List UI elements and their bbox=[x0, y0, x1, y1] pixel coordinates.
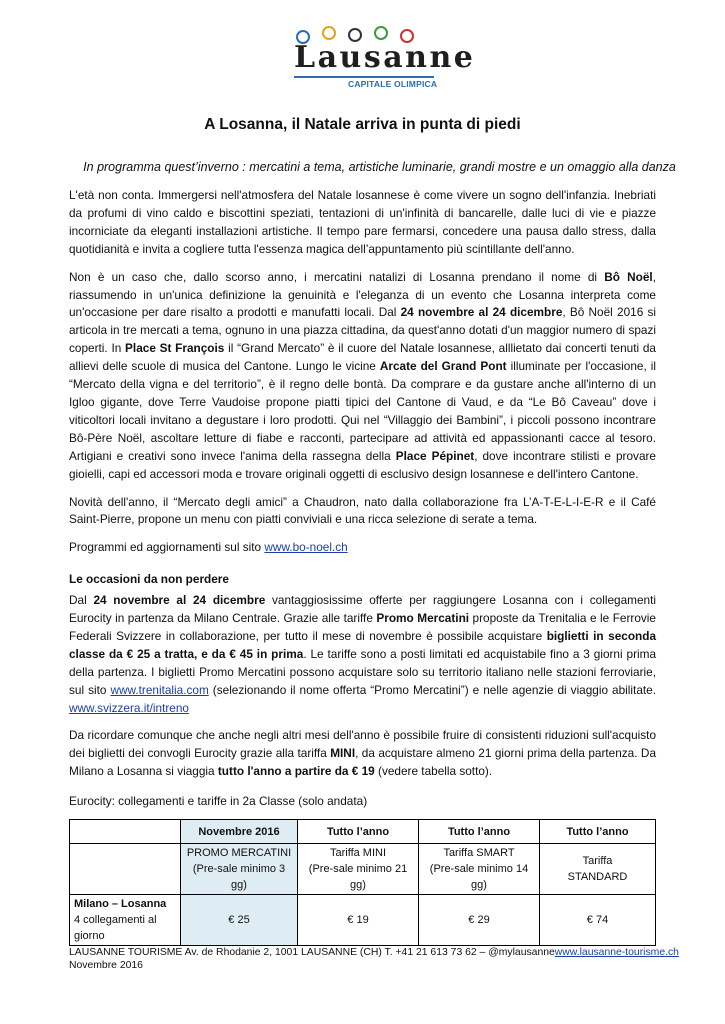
table-caption: Eurocity: collegamenti e tariffe in 2a Classe (solo andata) bbox=[69, 794, 368, 809]
text: Programmi ed aggiornamenti sul sito bbox=[69, 540, 265, 555]
table-cell: € 25 bbox=[181, 895, 298, 946]
fare-name: Tariffa MINI bbox=[329, 847, 387, 860]
bold-text: tutto l'anno a partire da € 19 bbox=[217, 764, 375, 779]
table-cell bbox=[70, 844, 181, 895]
table-header-cell: Tutto l’anno bbox=[419, 820, 540, 844]
footer-address-line bbox=[69, 946, 679, 959]
bold-text: Place Pépinet bbox=[395, 448, 475, 463]
bold-text: 24 novembre al 24 dicembre bbox=[93, 593, 266, 608]
section-heading: Le occasioni da non perdere bbox=[69, 572, 229, 587]
lausanne-logo bbox=[288, 26, 476, 89]
table-cell: € 19 bbox=[298, 895, 419, 946]
article-body bbox=[69, 187, 656, 946]
text: (vedere tabella sotto). bbox=[374, 764, 493, 779]
bold-text: Bô Noël bbox=[604, 269, 653, 284]
paragraph-programmi bbox=[69, 539, 656, 557]
text: , riassumendo in un'unica definizione la genuinità e l'eleganza di un evento che Losanna interpreta come un'occasione per dare risalto a prodotti e manufatti locali. Dal bbox=[69, 269, 656, 320]
bold-text: 24 novembre al 24 dicembre bbox=[400, 305, 563, 320]
paragraph-bo-noel bbox=[69, 269, 656, 484]
page-footer bbox=[69, 946, 679, 972]
text: vantaggiosissime offerte per raggiungere Losanna con i collegamenti Eurocity in partenza da Milano Centrale. Grazie alle tariffe bbox=[69, 593, 656, 626]
fare-note: (Pre-sale minimo 14 gg) bbox=[429, 863, 529, 892]
bold-text: biglietti in seconda classe da € 25 a tratta, e da € 45 in prima bbox=[69, 628, 656, 661]
table-cell bbox=[70, 895, 181, 946]
text: , da acquistare almeno 21 giorni prima della partenza. Da Milano a Losanna si viaggia bbox=[69, 746, 657, 779]
table-cell: € 29 bbox=[419, 895, 540, 946]
paragraph-offerte bbox=[69, 592, 656, 717]
logo-wordmark: Lausanne bbox=[294, 40, 476, 75]
trenitalia-link[interactable]: www.trenitalia.com bbox=[110, 682, 209, 697]
text: Da ricordare comunque che anche negli altri mesi dell'anno è possibile fruire di consistenti riduzioni sull'acquisto dei biglietti dei convogli Eurocity grazie alla tariffa bbox=[69, 728, 656, 761]
text: illuminate per l'occasione, il “Mercato della vigna e del territorio”, è il regno delle bontà. Da comprare e da gustare anche all'interno di un Igloo gigante, dove Terre Vaudoise propone piatti tipici del Cantone di Vaud, e da “Le Bô Caveau” dove i viticoltori locali invitano a degustare i loro prodotti. Qui nel “Villaggio dei Bambini”, i piccoli possono incontrare Bô-Père Noël, ascoltare letture di fiabe e racconti, partecipare ad attività ed appassionanti cacce al tesoro. Artigiani e creativi sono invece l'anima della rassegna della bbox=[69, 359, 656, 463]
route-name: Milano – Losanna bbox=[74, 898, 167, 911]
footer-date: Novembre 2016 bbox=[69, 960, 143, 971]
fare-note: (Pre-sale minimo 3 gg) bbox=[192, 863, 286, 892]
fare-note: (Pre-sale minimo 21 gg) bbox=[308, 863, 408, 892]
text: proposte da Trenitalia e le Ferrovie Federali Svizzere in collaborazione, per tutto il mese di novembre è possibile acquistare bbox=[69, 611, 656, 643]
table-header-cell: Novembre 2016 bbox=[181, 820, 298, 844]
logo-underline bbox=[294, 76, 434, 78]
bold-text: Promo Mercatini bbox=[376, 611, 470, 626]
text: , dove incontrare stilisti e provare gioielli, capi ed accessori moda e trovare originali oggetti di esclusivo design losannese e dell'intero Cantone. bbox=[69, 448, 656, 481]
table-cell bbox=[181, 844, 298, 895]
text: Dal bbox=[69, 593, 94, 608]
footer-address: LAUSANNE TOURISME Av. de Rhodanie 2, 1001 LAUSANNE (CH) T. +41 21 613 73 62 – @mylausanne bbox=[69, 947, 555, 958]
table-cell bbox=[540, 844, 656, 895]
text: Non è un caso che, dallo scorso anno, i mercatini natalizi di Losanna prendano il nome di bbox=[69, 269, 605, 284]
table-cell bbox=[419, 844, 540, 895]
bold-text: Arcate del Grand Pont bbox=[379, 359, 507, 374]
text: il “Grand Mercato” è il cuore del Natale losannese, alllietato dai concerti tenuti da allievi delle scuole di musica del Cantone. Lungo le vicine bbox=[69, 341, 656, 374]
text: . Le tariffe sono a posti limitati ed acquistabile fino a 3 giorni prima della partenza. I biglietti Promo Mercatini possono acquistare solo su territorio italiano nelle stazioni ferroviarie, sul sito bbox=[69, 646, 657, 697]
page-subtitle: In programma quest’inverno : mercatini a tema, artistiche luminarie, grandi mostre e un omaggio alla danza bbox=[83, 160, 676, 174]
bo-noel-link[interactable]: www.bo-noel.ch bbox=[264, 540, 348, 555]
bold-text: MINI bbox=[330, 746, 356, 761]
page-title: A Losanna, il Natale arriva in punta di piedi bbox=[204, 116, 521, 133]
bold-text: Place St François bbox=[125, 341, 225, 356]
fare-name: Tariffa bbox=[582, 855, 613, 868]
table-cell: € 74 bbox=[540, 895, 656, 946]
table-header-cell: Tutto l’anno bbox=[298, 820, 419, 844]
route-note: 4 collegamenti al giorno bbox=[74, 914, 157, 943]
logo-subtitle: CAPITALE OLIMPICA bbox=[348, 79, 438, 89]
paragraph-intro: L'età non conta. Immergersi nell'atmosfera del Natale losannese è come vivere un sogno dell'infanzia. Inebriati da profumi di vino caldo e biscottini speziati, tentazioni di un'infinità di bancarelle, dalle luci di vie e piazze incorniciate da eleganti installazioni artistiche. Il tempo pare fermarsi, concedere una pausa dallo stress, dalla quotidianità e invita a cogliere tutta l'essenza magica dell’appuntamento più scintillante dell'anno. bbox=[69, 188, 656, 256]
fare-name: PROMO MERCATINI bbox=[186, 847, 292, 860]
fare-note: STANDARD bbox=[567, 871, 628, 884]
table-cell bbox=[298, 844, 419, 895]
svizzera-link[interactable]: www.svizzera.it/intreno bbox=[69, 700, 189, 715]
table-row bbox=[70, 844, 656, 895]
text: (selezionando il nome offerta “Promo Mercatini”) e nelle agenzie di viaggio abilitate. bbox=[208, 682, 656, 697]
table-header-cell bbox=[70, 820, 181, 844]
table-row bbox=[70, 895, 656, 946]
fare-name: Tariffa SMART bbox=[443, 847, 515, 860]
lausanne-tourisme-link[interactable]: www.lausanne-tourisme.ch bbox=[554, 947, 679, 958]
paragraph-novita: Novità dell'anno, il “Mercato degli amici” a Chaudron, nato dalla collaborazione fra L’A-T-E-L-I-E-R e il Café Saint-Pierre, propone un menu con piatti conviviali e una ricca selezione di serate a tema. bbox=[69, 494, 656, 527]
table-row bbox=[70, 820, 656, 844]
paragraph-mini bbox=[69, 727, 656, 781]
fares-table bbox=[69, 819, 656, 946]
table-header-cell: Tutto l’anno bbox=[540, 820, 656, 844]
text: , Bô Noël 2016 si articola in tre mercati a tema, ognuno in una piazza cittadina, da quest'anno dotati d'un maggior numero di spazi coperti. In bbox=[69, 305, 656, 356]
